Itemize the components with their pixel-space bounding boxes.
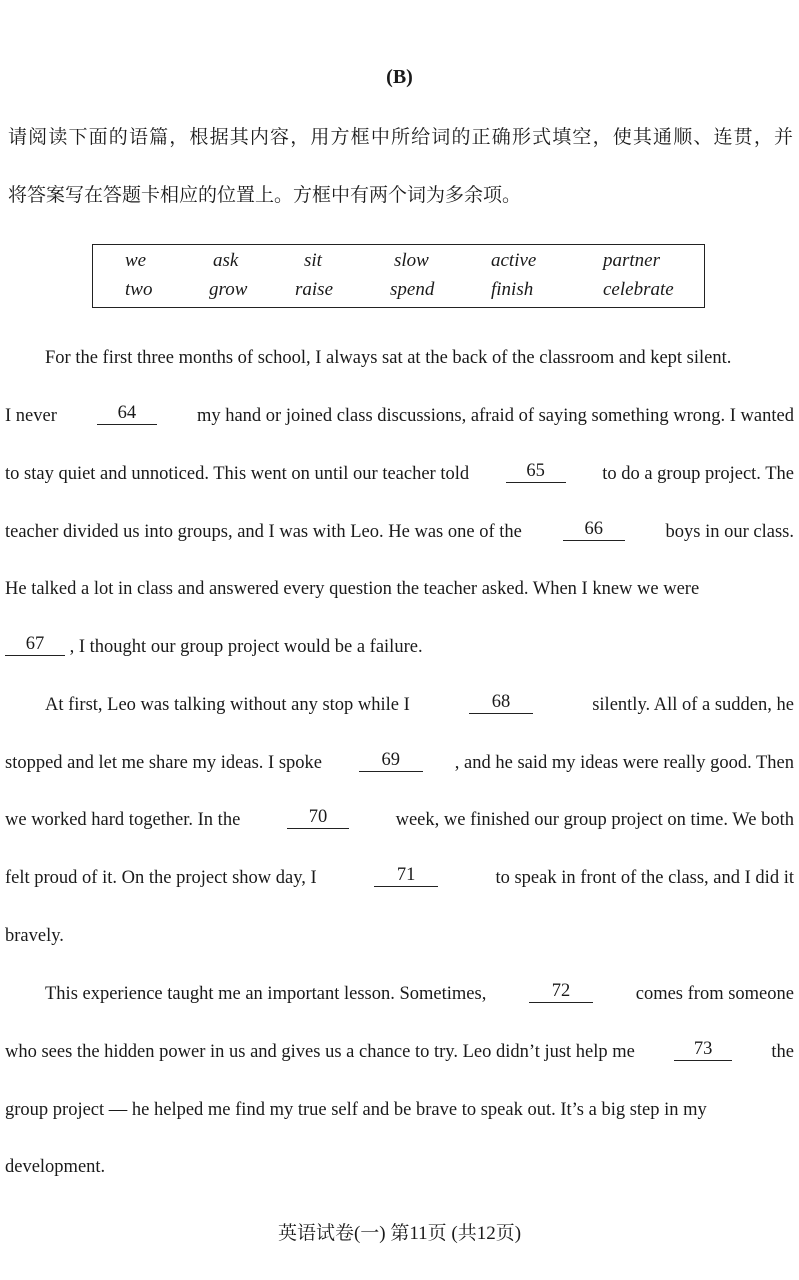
- passage-line: He talked a lot in class and answered every question the teacher asked. When I knew we were: [5, 579, 700, 599]
- passage-line: I never 64 my hand or joined class discussions, afraid of saying something wrong. I wanted: [5, 403, 794, 426]
- word-box-row-1: [93, 250, 704, 278]
- blank-69[interactable]: 69: [359, 749, 423, 772]
- section-label: (B): [386, 66, 413, 88]
- word-item: active: [491, 250, 537, 271]
- passage-line: we worked hard together. In the 70 week, we finished our group project on time. We both: [5, 807, 794, 830]
- passage-line: teacher divided us into groups, and I was with Leo. He was one of the 66 boys in our class.: [5, 519, 794, 542]
- page-footer: 英语试卷(一) 第11页 (共12页): [277, 1223, 522, 1244]
- passage-line: bravely.: [5, 926, 64, 946]
- passage-line: group project — he helped me find my true self and be brave to speak out. It’s a big step in my: [5, 1100, 707, 1120]
- passage-line: stopped and let me share my ideas. I spoke 69 , and he said my ideas were really good. Then: [5, 750, 794, 773]
- passage-line: For the first three months of school, I always sat at the back of the classroom and kept silent.: [45, 348, 732, 368]
- word-item: finish: [491, 279, 534, 300]
- word-item: spend: [390, 279, 435, 300]
- word-box: [92, 244, 705, 308]
- word-item: two: [125, 279, 153, 300]
- word-item: sit: [304, 250, 322, 271]
- word-box-row-2: [93, 279, 704, 307]
- word-item: we: [125, 250, 147, 271]
- passage-line: who sees the hidden power in us and gives us a chance to try. Leo didn’t just help me 73 the: [5, 1039, 794, 1062]
- blank-73[interactable]: 73: [674, 1038, 732, 1061]
- word-item: ask: [213, 250, 239, 271]
- blank-64[interactable]: 64: [97, 402, 157, 425]
- word-item: partner: [603, 250, 660, 271]
- blank-65[interactable]: 65: [506, 460, 566, 483]
- passage-line: This experience taught me an important lesson. Sometimes, 72 comes from someone: [45, 981, 794, 1004]
- word-item: celebrate: [603, 279, 674, 300]
- word-item: slow: [394, 250, 429, 271]
- passage-line: 67 , I thought our group project would be a failure.: [5, 633, 794, 661]
- word-item: raise: [295, 279, 333, 300]
- passage-line: felt proud of it. On the project show day, I 71 to speak in front of the class, and I did it: [5, 865, 794, 888]
- blank-72[interactable]: 72: [529, 980, 593, 1003]
- blank-68[interactable]: 68: [469, 691, 533, 714]
- instruction-line-2: 将答案写在答题卡相应的位置上。方框中有两个词为多余项。: [8, 185, 522, 206]
- passage-line: to stay quiet and unnoticed. This went on until our teacher told 65 to do a group project. The: [5, 461, 794, 484]
- blank-71[interactable]: 71: [374, 864, 438, 887]
- passage-line: At first, Leo was talking without any stop while I 68 silently. All of a sudden, he: [45, 692, 794, 715]
- word-item: grow: [209, 279, 248, 300]
- passage-line: development.: [5, 1157, 106, 1177]
- instruction-line-1: 请阅读下面的语篇，根据其内容，用方框中所给词的正确形式填空，使其通顺、连贯，并: [8, 127, 793, 148]
- blank-67[interactable]: 67: [5, 633, 65, 656]
- blank-70[interactable]: 70: [287, 806, 349, 829]
- blank-66[interactable]: 66: [563, 518, 625, 541]
